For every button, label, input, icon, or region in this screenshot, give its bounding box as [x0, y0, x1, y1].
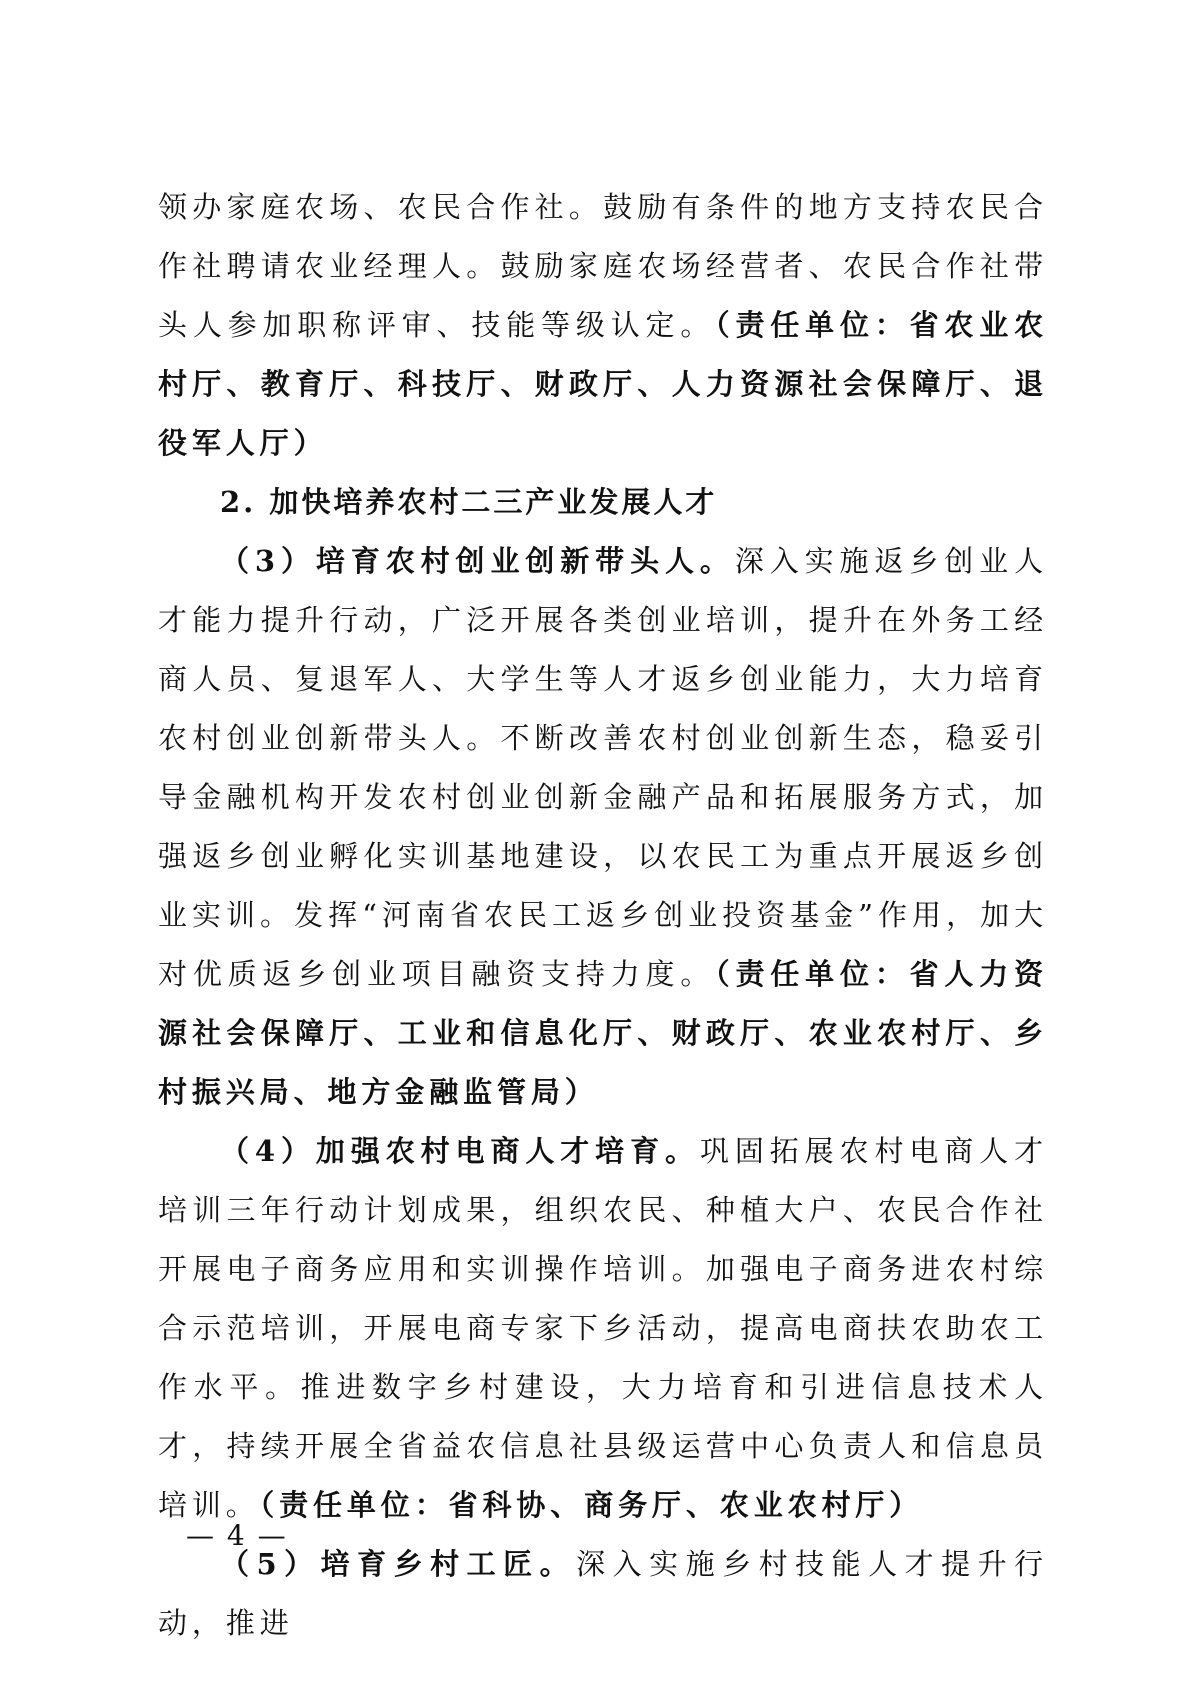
item-4-title: （4）加强农村电商人才培育。	[220, 1134, 700, 1168]
paragraph-1	[158, 178, 1048, 473]
paragraph-item-5	[158, 1535, 1048, 1653]
item-3-title: （3）培育农村创业创新带头人。	[220, 544, 735, 578]
item-3-text: 深入实施返乡创业人才能力提升行动，广泛开展各类创业培训，提升在外务工经商人员、复退军人、大学生等人才返乡创业能力，大力培育农村创业创新带头人。不断改善农村创业创新生态，稳妥引导金融机构开发农村创业创新金融产品和拓展服务方式，加强返乡创业孵化实训基地建设，以农民工为重点开展返乡创业实训。发挥“河南省农民工返乡创业投资基金”作用，加大对优质返乡创业项目融资支持力度。	[158, 544, 1048, 991]
document-body	[158, 178, 1048, 1653]
paragraph-item-3	[158, 532, 1048, 1122]
paragraph-1-responsible-units: （责任单位：省农业农村厅、教育厅、科技厅、财政厅、人力资源社会保障厅、退役军人厅）	[158, 308, 1048, 460]
paragraph-1-text: 领办家庭农场、农民合作社。鼓励有条件的地方支持农民合作社聘请农业经理人。鼓励家庭农场经营者、农民合作社带头人参加职称评审、技能等级认定。	[158, 190, 1048, 342]
page-number: — 4 —	[186, 1519, 288, 1552]
item-5-text: 深入实施乡村技能人才提升行动，推进	[158, 1547, 1048, 1640]
paragraph-item-4	[158, 1122, 1048, 1535]
section-heading-2: 2. 加快培养农村二三产业发展人才	[220, 485, 718, 519]
item-4-text: 巩固拓展农村电商人才培训三年行动计划成果，组织农民、种植大户、农民合作社开展电子商务应用和实训操作培训。加强电子商务进农村综合示范培训，开展电商专家下乡活动，提高电商扶农助农工作水平。推进数字乡村建设，大力培育和引进信息技术人才，持续开展全省益农信息社县级运营中心负责人和信息员培训。	[158, 1134, 1048, 1522]
item-4-responsible-units: （责任单位：省科协、商务厅、农业农村厅）	[259, 1488, 924, 1522]
item-5-title: （5）培育乡村工匠。	[220, 1547, 577, 1581]
item-3-responsible-units: （责任单位：省人力资源社会保障厅、工业和信息化厅、财政厅、农业农村厅、乡村振兴局、地方金融监管局）	[158, 957, 1048, 1109]
